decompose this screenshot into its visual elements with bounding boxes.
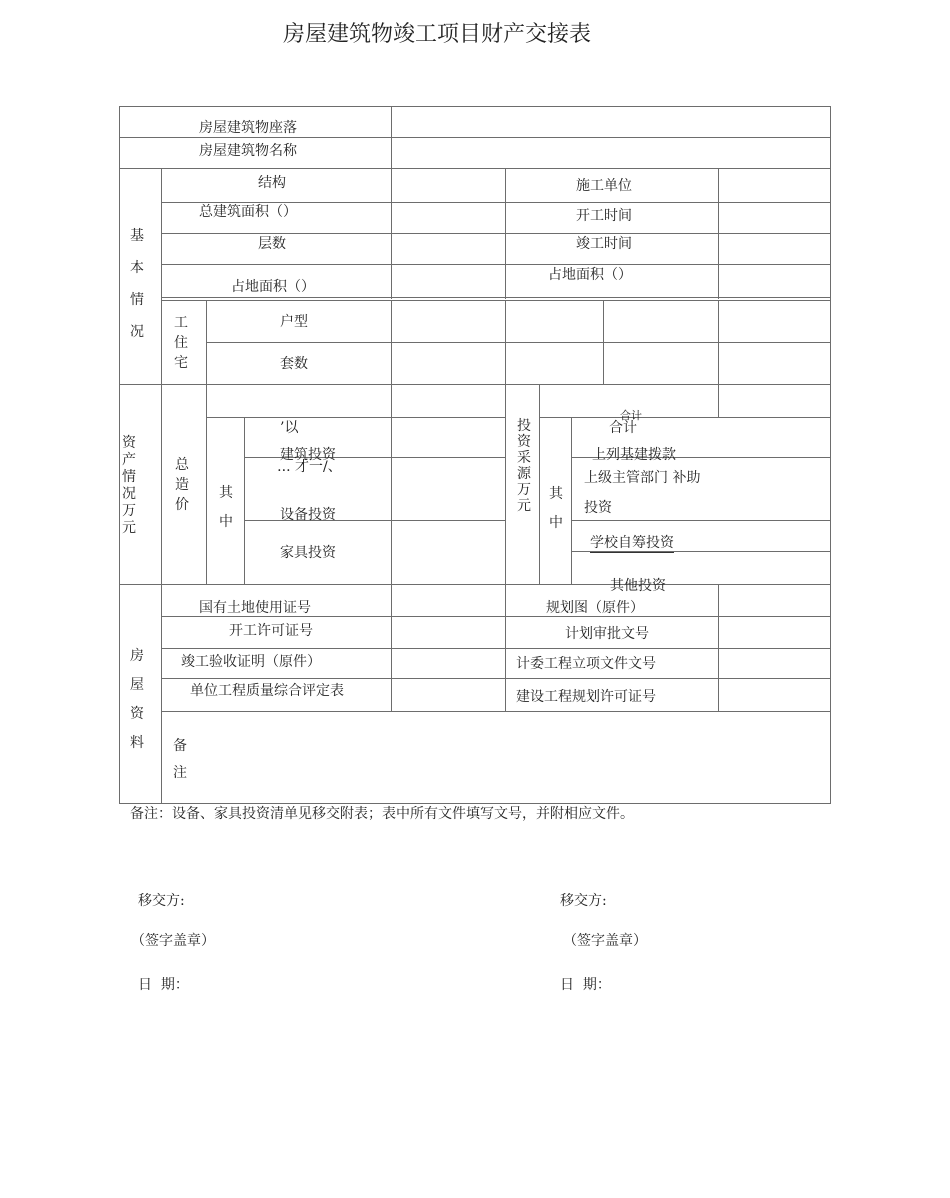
label-project-doc: 计委工程立项文件文号 (516, 656, 656, 672)
grid-line (161, 264, 831, 265)
grid-line (505, 584, 506, 712)
label-capital-fund: 上列基建拨款 (592, 447, 676, 463)
label-of-which-left: 其中 (219, 485, 233, 530)
label-total: 合计 (609, 420, 637, 436)
table-border-bottom (119, 803, 831, 804)
grid-line (119, 384, 831, 385)
page-title: 房屋建筑物竣工项目财产交接表 (283, 22, 592, 47)
label-land-area-right: 占地面积（） (548, 267, 632, 283)
clipped-cell (620, 404, 642, 422)
section-house-docs: 房屋资料 (130, 648, 144, 751)
label-furniture-invest: 家具投资 (280, 545, 336, 561)
label-unit-type: 户型 (280, 314, 308, 330)
label-completion-time: 竣工时间 (576, 236, 632, 252)
label-structure: 结构 (258, 175, 286, 191)
seal-label: （签字盖章） (563, 933, 647, 949)
grid-line (161, 202, 831, 203)
grid-line (206, 300, 207, 584)
table-border-left (119, 106, 120, 804)
label-school-self-funded: 学校自筹投资 (590, 535, 674, 551)
table-border-right (830, 106, 831, 804)
label-building-invest: 建筑投资 (280, 447, 336, 463)
footnote: 备注：设备、家具投资清单见移交附表；表中所有文件填写文号，并附相应文件。 (130, 806, 634, 822)
label-dept-subsidy: 上级主管部门 补助 (584, 470, 701, 486)
grid-line (505, 168, 506, 299)
label-builder: 施工单位 (576, 178, 632, 194)
clipped-cell (592, 447, 692, 463)
label-remarks: 备注 (173, 738, 187, 781)
grid-line (161, 678, 831, 679)
label-dept-subsidy-2: 投资 (584, 500, 612, 516)
label-unit-count: 套数 (280, 356, 308, 372)
label-of-which-right: 其中 (549, 486, 563, 531)
grid-line (119, 137, 831, 138)
grid-line (161, 233, 831, 234)
grid-line (119, 168, 831, 169)
grid-line (206, 417, 505, 418)
grid-line (718, 584, 719, 712)
garbled-text: ․.. 才一/、 (277, 459, 342, 475)
grid-line (119, 584, 831, 585)
grid-line (718, 168, 719, 299)
grid-line (718, 300, 719, 384)
section-basic-info: 基本情况 (130, 228, 144, 340)
grid-line (161, 300, 831, 301)
label-floors: 层数 (258, 236, 286, 252)
grid-line (391, 584, 392, 712)
label-name: 房屋建筑物名称 (199, 143, 297, 159)
clipped-cell (610, 578, 690, 594)
table-border-top (119, 106, 831, 107)
label-plan-drawing: 规划图（原件） (546, 600, 644, 616)
grid-line (391, 106, 392, 299)
grid-line (539, 384, 540, 584)
date-label: 日 期： (560, 977, 611, 993)
garbled-text: 合计 (620, 409, 642, 422)
grid-line (505, 300, 506, 584)
label-staff-housing: 工住宅 (174, 315, 188, 371)
grid-line (161, 297, 831, 298)
label-plan-permit: 建设工程规划许可证号 (516, 689, 656, 705)
label-total-cost: 总造价 (175, 457, 189, 513)
label-investment-source: 投资采源万元 (517, 418, 531, 514)
section-assets: 资产情况万元 (122, 435, 136, 536)
label-land-area-left: 占地面积（） (231, 279, 315, 295)
label-location: 房屋建筑物座落 (199, 120, 297, 136)
label-land-cert: 国有土地使用证号 (199, 600, 311, 616)
date-label: 日 期： (138, 977, 189, 993)
grid-line (244, 417, 245, 584)
grid-line (161, 616, 831, 617)
grid-line (206, 342, 831, 343)
label-start-time: 开工时间 (576, 208, 632, 224)
label-plan-approval: 计划审批文号 (565, 626, 649, 642)
label-completion-cert: 竣工验收证明（原件） (181, 654, 321, 670)
handover-party-label: 移交方: (560, 893, 607, 909)
label-other-invest: 其他投资 (610, 578, 666, 594)
grid-line (391, 300, 392, 584)
clipped-cell (280, 447, 370, 463)
grid-line (161, 648, 831, 649)
grid-line (539, 417, 831, 418)
grid-line (718, 384, 719, 418)
grid-line (161, 168, 162, 804)
grid-line (571, 520, 831, 521)
grid-line (161, 711, 831, 712)
label-start-permit: 开工许可证号 (229, 623, 313, 639)
label-total-area: 总建筑面积（） (199, 204, 297, 220)
label-equipment-invest: 设备投资 (280, 507, 336, 523)
seal-label: （签字盖章） (131, 933, 215, 949)
label-quality-eval: 单位工程质量综合评定表 (190, 683, 344, 699)
handover-party-label: 移交方: (138, 893, 185, 909)
garbled-text: ’以 (280, 420, 299, 436)
grid-line (603, 300, 604, 384)
grid-line (571, 417, 572, 584)
